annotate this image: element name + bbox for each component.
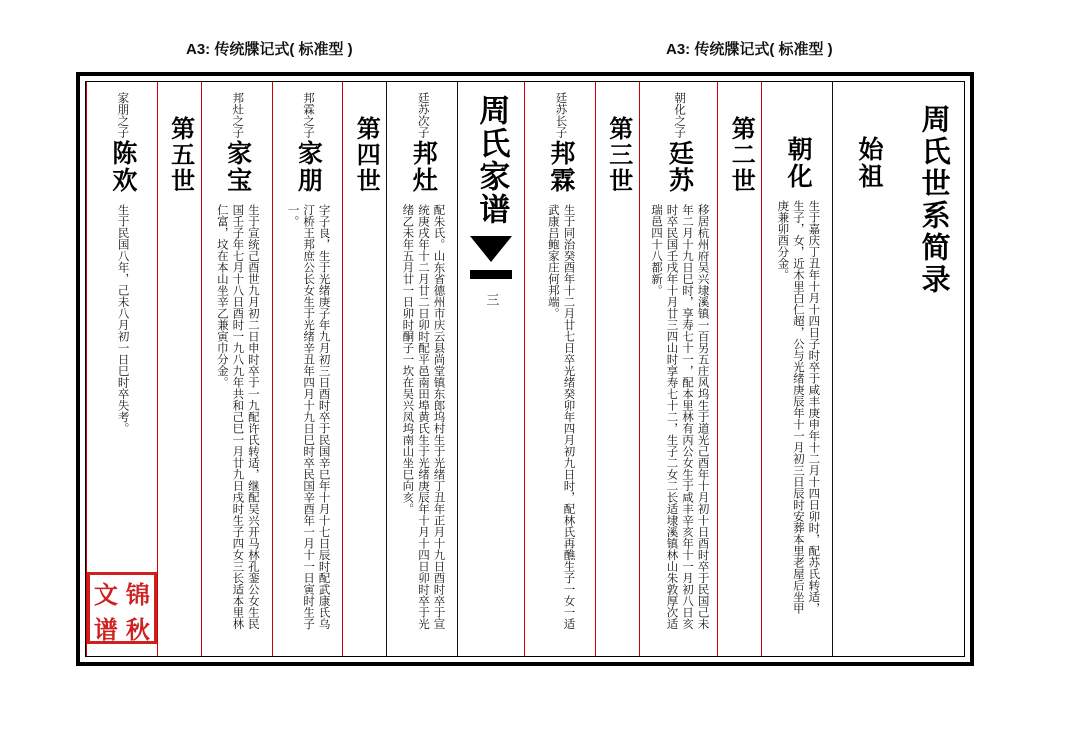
person-name-chaohua: 朝化 — [784, 136, 812, 190]
person-bio-chaohua: 生于嘉庆丁丑年十月十四日子时卒于咸丰庚申年十二月十四日卯时，配苏氏转适，生子，女，近木里白仁超，公与光绪庚辰年十一月初三日辰时安葬本里老屋后坐甲庚兼卯酉分金。 — [776, 200, 820, 614]
column-person-jiabao — [201, 82, 272, 656]
column-person-tingsu — [639, 82, 717, 656]
generation-label-3: 第三世 — [604, 116, 631, 194]
seal-char-3: 秋 — [125, 618, 150, 644]
person-bio-jiabao: 生于宣统己酉世九月初二日申时卒于一九配许氏转适，继配吴兴开马林孔銮公女生民国壬子年七月十八日酉时一九八九年共和己巳一月廿九日戌时生子四女三长适本里林仁富，坟在本山坐辛乙兼寅巾分金。 — [215, 204, 259, 630]
column-person-banglin — [524, 82, 595, 656]
person-name-banglin: 邦霖 — [546, 140, 574, 194]
header-caption-left: A3: 传统牒记式( 标准型 ) — [186, 41, 353, 58]
column-generation-4 — [342, 82, 386, 656]
column-generation-2 — [717, 82, 761, 656]
column-ancestor-shizu — [832, 82, 903, 656]
person-name-jiapeng: 家朋 — [294, 140, 322, 194]
column-person-chenhuan — [86, 82, 157, 656]
column-generation-5 — [157, 82, 201, 656]
genealogy-frame — [76, 72, 974, 666]
person-bio-bangzao: 配朱氏。山东省德州市庆云县尚堂镇东郎坞村生于光绪丁丑年正月十九日酉时卒于宣统庚戌年十二月廿二日卯时配平邑南田埠黄氏生于光绪庚辰年十月十四日卯时卒于光绪乙未年五月廿一日卯时酮子一坎在吴兴凤坞南山坐巳向亥。 — [401, 204, 445, 630]
person-bio-chenhuan: 生于民国八年，己未八月初一日巳时卒失考。 — [116, 204, 129, 434]
person-bio-tingsu: 移居杭州府吴兴埭溪镇一百另五庄风坞生于道光己酉年十月初十日酉时卒于民国己未年二月十九日巳时，享寿七十一，配本里林有丙公女生于咸丰辛亥年十一月初八日亥时卒民国壬戌年十月廿三四山时享寿七十二，生子二女二长适埭溪镇林山朱敦厚次适瑞邑四十八都新。 — [650, 204, 709, 630]
generation-label-4: 第四世 — [352, 116, 379, 194]
seal-char-4: 谱 — [93, 618, 118, 644]
arrow-bar-decoration — [470, 270, 512, 279]
person-bio-jiapeng: 字子良，生于光绪庚子年九月初三日酉时卒于民国辛巳年十月十七日辰时配武康氏乌汀桥王邦庶公长女生于光绪辛丑年四月十九日巳时卒民国辛酉年一月十一日寅时生子一。 — [286, 204, 330, 630]
column-person-jiapeng — [272, 82, 343, 656]
document-title: 周氏世系简录 — [917, 104, 950, 296]
column-document-title — [903, 82, 964, 656]
person-rank-bangzao: 廷苏次子 — [416, 92, 429, 138]
generation-label-2: 第二世 — [727, 116, 754, 194]
seal-stamp — [87, 572, 157, 644]
column-person-chaohua — [761, 82, 832, 656]
seal-char-1: 锦 — [125, 583, 150, 609]
genealogy-columns — [86, 82, 964, 656]
person-name-jiabao: 家宝 — [223, 140, 251, 194]
person-rank-tingsu: 朝化之子 — [673, 92, 686, 138]
person-name-tingsu: 廷苏 — [665, 140, 693, 194]
generation-label-5: 第五世 — [166, 116, 193, 194]
book-title: 周氏家谱 — [474, 94, 510, 226]
header-caption-right: A3: 传统牒记式( 标准型 ) — [666, 41, 833, 58]
person-rank-chenhuan: 家朋之子 — [116, 92, 129, 138]
genealogy-frame-inner — [85, 81, 965, 657]
column-generation-3 — [595, 82, 639, 656]
person-rank-banglin: 廷苏长子 — [554, 92, 567, 138]
person-rank-jiabao: 邦灶之子 — [231, 92, 244, 138]
seal-char-2: 文 — [93, 583, 118, 609]
person-name-shizu: 始祖 — [854, 136, 882, 190]
arrow-down-icon — [470, 236, 512, 262]
page-number: 三 — [484, 293, 500, 306]
person-rank-jiapeng: 邦霖之子 — [302, 92, 314, 138]
person-name-chenhuan: 陈欢 — [108, 140, 136, 194]
person-bio-banglin: 生于同治癸酉年十二月廿七日卒光绪癸卯年四月初九日时，配林氏再醮生子一女一适武康吕鲍家庄何邦端。 — [546, 204, 575, 630]
header-captions — [0, 38, 1080, 66]
person-name-bangzao: 邦灶 — [409, 140, 437, 194]
column-book-title — [457, 82, 524, 656]
column-person-bangzao — [386, 82, 457, 656]
